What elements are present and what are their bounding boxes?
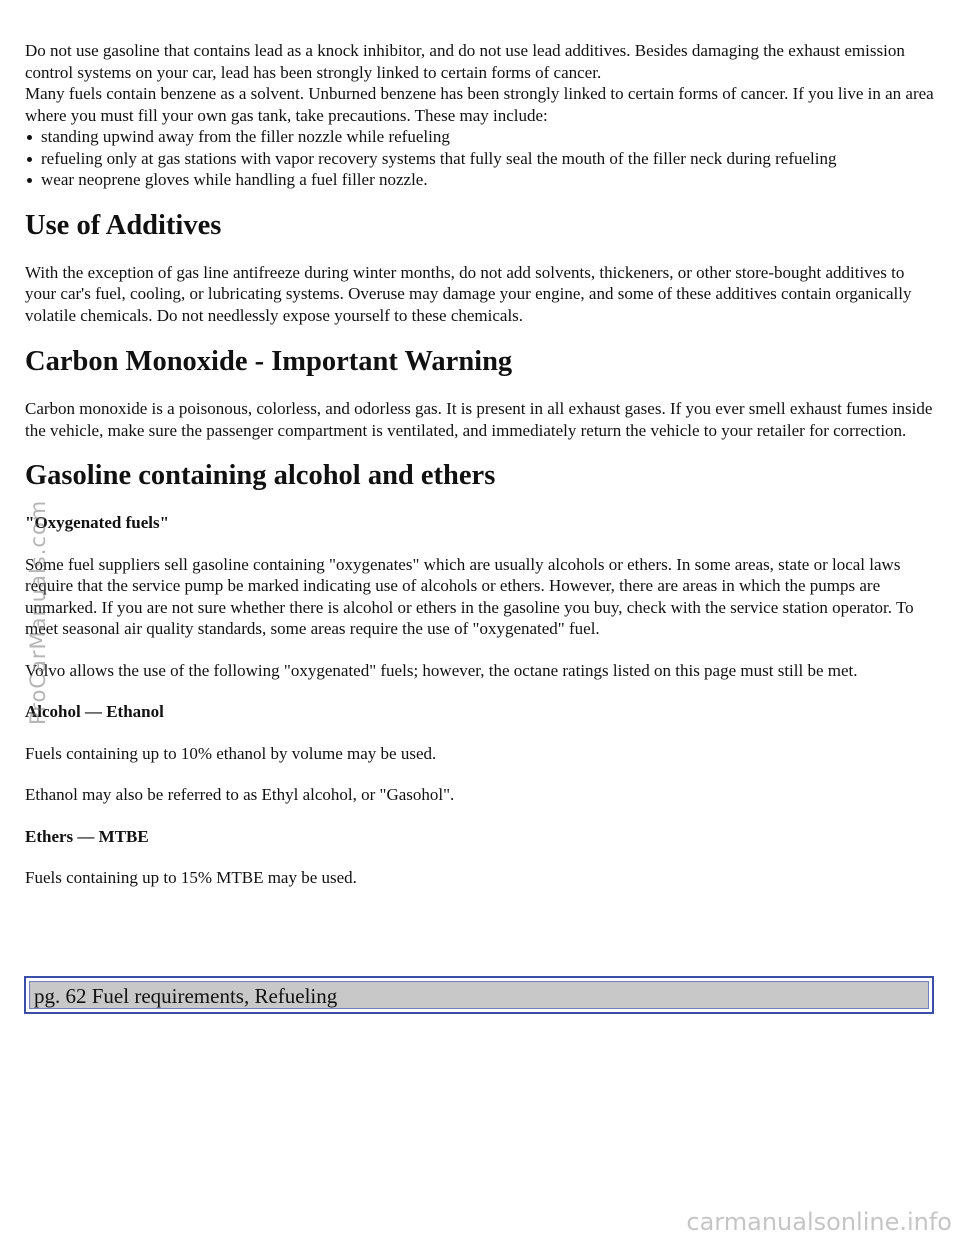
- section-heading-carbon-monoxide: Carbon Monoxide - Important Warning: [25, 346, 513, 377]
- additives-paragraph: With the exception of gas line antifreeze during winter months, do not add solvents, thickeners, or other store-bought additives to your car's fuel, cooling, or lubricating systems. Overuse may damage your engine, and some of these additives contain organically volatile chemicals. Do not needlessly expose yourself to these chemicals.: [25, 262, 912, 325]
- precautions-list: [25, 126, 937, 191]
- volvo-allows-paragraph: Volvo allows the use of the following "oxygenated" fuels; however, the octane ratings listed on this page must still be met.: [25, 660, 858, 680]
- section-heading-additives: Use of Additives: [25, 209, 222, 241]
- list-item: wear neoprene gloves while handling a fuel filler nozzle.: [25, 169, 937, 191]
- list-item: standing upwind away from the filler nozzle while refueling: [25, 126, 937, 148]
- carbon-monoxide-paragraph: Carbon monoxide is a poisonous, colorless, and odorless gas. It is present in all exhaust gases. If you ever smell exhaust fumes inside the vehicle, make sure the passenger compartment is ventilated, and immediately return the vehicle to your retailer for correction.: [25, 399, 933, 440]
- section-heading-gasoline: Gasoline containing alcohol and ethers: [25, 460, 496, 491]
- watermark-left: ProCarManuals.com: [26, 499, 50, 725]
- ethanol-alias-paragraph: Ethanol may also be referred to as Ethyl alcohol, or "Gasohol".: [25, 785, 455, 804]
- ethanol-limit-paragraph: Fuels containing up to 10% ethanol by volume may be used.: [25, 743, 437, 763]
- list-item: refueling only at gas stations with vapor recovery systems that fully seal the mouth of the filler neck during refueling: [25, 148, 937, 170]
- page-footer-label: pg. 62 Fuel requirements, Refueling: [29, 981, 929, 1009]
- oxygenated-fuels-subheading: "Oxygenated fuels": [25, 513, 170, 532]
- ethers-mtbe-subheading: Ethers — MTBE: [25, 826, 149, 846]
- mtbe-limit-paragraph: Fuels containing up to 15% MTBE may be used.: [25, 868, 357, 887]
- oxygenates-paragraph: Some fuel suppliers sell gasoline containing "oxygenates" which are usually alcohols or ethers. In some areas, state or local laws require that the service pump be marked indicating use of alcohols or ethers. However, there are areas in which the pumps are unmarked. If you are not sure whether there is alcohol or ethers in the gasoline you buy, check with the service station operator. To meet seasonal air quality standards, some areas require the use of "oxygenated" fuel.: [25, 554, 914, 638]
- benzene-paragraph: Many fuels contain benzene as a solvent. Unburned benzene has been strongly linked to certain forms of cancer. If you live in an area where you must fill your own gas tank, take precautions. These may include:: [25, 84, 934, 125]
- alcohol-ethanol-subheading: Alcohol — Ethanol: [25, 702, 164, 721]
- watermark-bottom: carmanualsonline.info: [686, 1208, 952, 1236]
- intro-section: [25, 0, 937, 191]
- lead-warning-paragraph: Do not use gasoline that contains lead as a knock inhibitor, and do not use lead additives. Besides damaging the exhaust emission control systems on your car, lead has been strongly linked to certain forms of cancer.: [25, 41, 905, 82]
- page-footer-bar: [24, 976, 934, 1014]
- document-page: [25, 0, 937, 889]
